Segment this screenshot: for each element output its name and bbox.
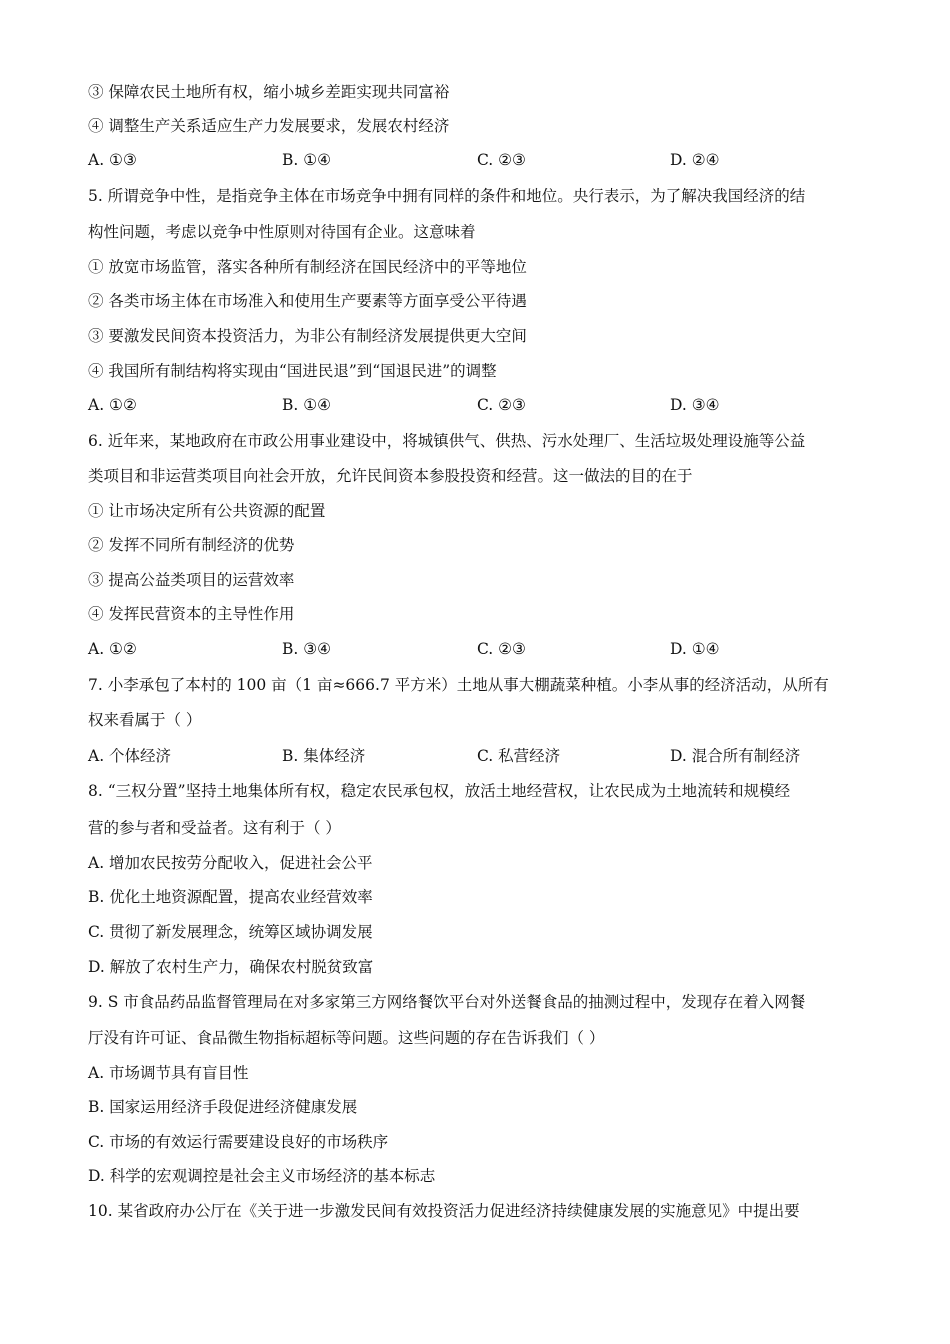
q7-option-b[interactable]: B. 集体经济 [282, 747, 366, 765]
q7-option-c[interactable]: C. 私营经济 [477, 747, 561, 765]
q7-stem-line-2: 权来看属于（ ） [88, 711, 202, 729]
q8-stem-line-1: 8. “三权分置”坚持土地集体所有权，稳定农民承包权，放活土地经营权，让农民成为土地流转和规模经 [88, 782, 791, 800]
q6-stem-line-2: 类项目和非运营类项目向社会开放，允许民间资本参股投资和经营。这一做法的目的在于 [88, 467, 693, 485]
q9-option-d[interactable]: D. 科学的宏观调控是社会主义市场经济的基本标志 [88, 1167, 436, 1185]
q5-option-d[interactable]: D. ③④ [670, 396, 720, 414]
q5-options [88, 395, 888, 415]
q4-option-c[interactable]: C. ②③ [477, 151, 526, 169]
q4-option-b[interactable]: B. ①④ [282, 151, 332, 169]
q6-item-4: ④ 发挥民营资本的主导性作用 [88, 605, 295, 623]
q8-option-b[interactable]: B. 优化土地资源配置，提高农业经营效率 [88, 888, 373, 906]
q8-option-a[interactable]: A. 增加农民按劳分配收入，促进社会公平 [88, 854, 373, 872]
q4-item-4: ④ 调整生产关系适应生产力发展要求，发展农村经济 [88, 117, 450, 135]
q7-options [88, 746, 888, 766]
q5-item-4: ④ 我国所有制结构将实现由“国进民退”到“国退民进”的调整 [88, 362, 497, 380]
q4-option-a[interactable]: A. ①③ [88, 151, 137, 169]
q9-option-c[interactable]: C. 市场的有效运行需要建设良好的市场秩序 [88, 1133, 389, 1151]
q4-option-d[interactable]: D. ②④ [670, 151, 720, 169]
q6-item-3: ③ 提高公益类项目的运营效率 [88, 571, 295, 589]
q8-option-c[interactable]: C. 贯彻了新发展理念，统筹区域协调发展 [88, 923, 373, 941]
q5-stem-line-2: 构性问题，考虑以竞争中性原则对待国有企业。这意味着 [88, 223, 476, 241]
q6-option-d[interactable]: D. ①④ [670, 640, 720, 658]
q9-option-a[interactable]: A. 市场调节具有盲目性 [88, 1064, 249, 1082]
q5-item-3: ③ 要激发民间资本投资活力，为非公有制经济发展提供更大空间 [88, 327, 527, 345]
q6-item-1: ① 让市场决定所有公共资源的配置 [88, 502, 326, 520]
q5-item-1: ① 放宽市场监管，落实各种所有制经济在国民经济中的平等地位 [88, 258, 527, 276]
q9-option-b[interactable]: B. 国家运用经济手段促进经济健康发展 [88, 1098, 358, 1116]
q4-item-3: ③ 保障农民土地所有权，缩小城乡差距实现共同富裕 [88, 83, 450, 101]
q5-option-c[interactable]: C. ②③ [477, 396, 526, 414]
q10-stem-line-1: 10. 某省政府办公厅在《关于进一步激发民间有效投资活力促进经济持续健康发展的实施意见》中提出要 [88, 1202, 800, 1220]
q5-option-b[interactable]: B. ①④ [282, 396, 332, 414]
q7-option-a[interactable]: A. 个体经济 [88, 747, 172, 765]
q8-stem-line-2: 营的参与者和受益者。这有利于（ ） [88, 819, 341, 837]
q7-option-d[interactable]: D. 混合所有制经济 [670, 747, 801, 765]
q6-stem-line-1: 6. 近年来，某地政府在市政公用事业建设中，将城镇供气、供热、污水处理厂、生活垃圾处理设施等公益 [88, 432, 806, 450]
q6-item-2: ② 发挥不同所有制经济的优势 [88, 536, 295, 554]
q7-stem-line-1: 7. 小李承包了本村的 100 亩（1 亩≈666.7 平方米）土地从事大棚蔬菜种植。小李从事的经济活动，从所有 [88, 676, 829, 694]
q6-option-b[interactable]: B. ③④ [282, 640, 332, 658]
q9-stem-line-1: 9. S 市食品药品监督管理局在对多家第三方网络餐饮平台对外送餐食品的抽测过程中，发现存在着入网餐 [88, 993, 806, 1011]
q5-option-a[interactable]: A. ①② [88, 396, 137, 414]
q8-option-d[interactable]: D. 解放了农村生产力，确保农村脱贫致富 [88, 958, 374, 976]
q6-option-c[interactable]: C. ②③ [477, 640, 526, 658]
q5-stem-line-1: 5. 所谓竞争中性，是指竞争主体在市场竞争中拥有同样的条件和地位。央行表示，为了解决我国经济的结 [88, 187, 806, 205]
q5-item-2: ② 各类市场主体在市场准入和使用生产要素等方面享受公平待遇 [88, 292, 527, 310]
q4-options [88, 150, 888, 170]
q9-stem-line-2: 厅没有许可证、食品微生物指标超标等问题。这些问题的存在告诉我们（ ） [88, 1029, 605, 1047]
q6-option-a[interactable]: A. ①② [88, 640, 137, 658]
q6-options [88, 639, 888, 659]
